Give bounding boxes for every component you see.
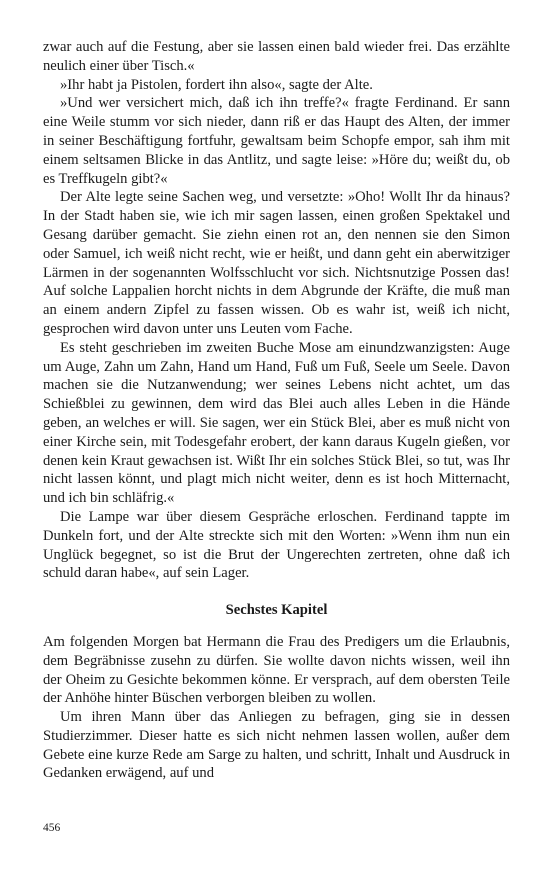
paragraph: »Und wer versichert mich, daß ich ihn treffe?« fragte Ferdinand. Er sann eine Weile stumm vor sich nieder, dann riß er das Haupt des Alten, der immer in seiner Beschäftigung fortfuhr, gewaltsam beim Schopfe empor, sah ihm mit einem seltsamen Blicke in das Antlitz, und sagte leise: »Höre du; weißt du, ob es Treffkugeln gibt?«	[43, 95, 510, 187]
paragraph: zwar auch auf die Festung, aber sie lassen einen bald wieder frei. Das erzählte neulich einer über Tisch.«	[43, 39, 510, 74]
paragraph: Um ihren Mann über das Anliegen zu befragen, ging sie in dessen Studierzimmer. Dieser hatte es sich nicht nehmen lassen wollen, außer dem Gebete eine kurze Rede am Sarge zu halten, und schritt, Inhalt und Ausdruck in Gedanken erwägend, auf und	[43, 709, 510, 782]
paragraph: Die Lampe war über diesem Gespräche erloschen. Ferdinand tappte im Dunkeln fort, und der Alte streckte sich mit den Worten: »Wenn ihm nun ein Unglück begegnet, so ist die Brut der Ungerechten zertreten, ohne daß ich schuld daran habe«, auf sein Lager.	[43, 508, 510, 582]
paragraph: Am folgenden Morgen bat Hermann die Frau des Predigers um die Erlaubnis, dem Begräbnisse zusehn zu dürfen. Sie wollte davon nichts wissen, weil ihn der Oheim zu Gesichte bekommen könne. Er versprach, auf dem obersten Teile der Anhöhe hinter Büschen verborgen bleiben zu wollen.	[43, 633, 510, 707]
page-body	[43, 38, 510, 783]
paragraph: »Ihr habt ja Pistolen, fordert ihn also«, sagte der Alte.	[60, 76, 373, 93]
paragraph: Der Alte legte seine Sachen weg, und versetzte: »Oho! Wollt Ihr da hinaus? In der Stadt haben sie, wie ich mir sagen lassen, einen großen Spektakel und Gesang darüber gemacht. Sie ziehn einen rot an, den nennen sie den Simon oder Samuel, ich weiß nicht recht, wie er heißt, und dann geht ein aberwitziger Lärmen in der sogenannten Wolfsschlucht vor sich. Nichtsnutzige Possen das! Auf solche Lappalien horcht nichts in dem Abgrunde der Kräfte, die muß man an einem andern Zipfel zu fassen wissen. Ob es wahr ist, weiß ich nicht, gesprochen wird davon unter uns Leuten vom Fache.	[43, 189, 510, 337]
chapter-heading: Sechstes Kapitel	[225, 602, 328, 619]
paragraph: Es steht geschrieben im zweiten Buche Mose am einundzwanzigsten: Auge um Auge, Zahn um Zahn, Hand um Hand, Fuß um Fuß, Seele um Seele. Davon machen sie die Nutzanwendung; wer seines Lebens nicht achtet, um das Schießblei zu gewinnen, dem wird das Blei auch alles Leben in die Hände geben, an welches er will. Sie sagen, wer ein Stück Blei, aber es muß nicht von einer Kirche sein, mit Todesgefahr erobert, der kann daraus Kugeln gießen, vor denen kein Kraut gewachsen ist. Wißt Ihr ein solches Stück Blei, so tut, was Ihr nicht lassen könnt, und plagt mich nicht weiter, denn es ist hoch Mitternacht, und ich bin schläfrig.«	[43, 339, 510, 507]
page-number: 456	[43, 822, 61, 834]
